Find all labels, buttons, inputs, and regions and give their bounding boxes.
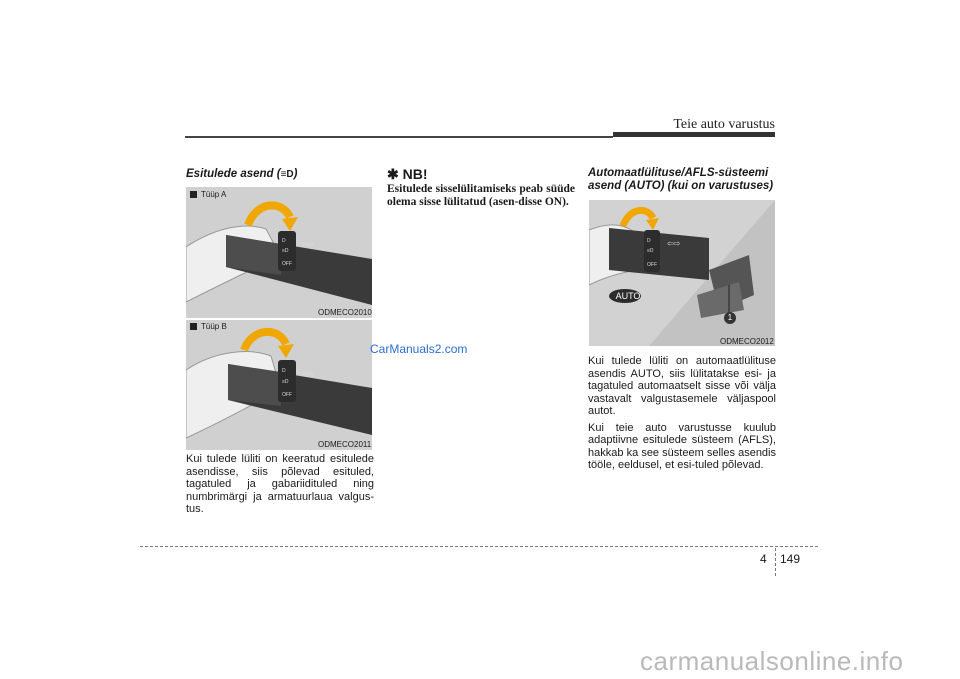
carmanuals-watermark[interactable]: CarManuals2.com bbox=[370, 342, 468, 356]
callout-number: 1 bbox=[727, 313, 733, 322]
figure-type-b bbox=[186, 320, 372, 450]
header-rule bbox=[185, 136, 613, 138]
svg-text:OFF: OFF bbox=[282, 392, 292, 398]
figure-code-a: ODMECO2010 bbox=[318, 308, 372, 317]
header-rule-accent bbox=[613, 132, 775, 137]
footer-page-divider bbox=[775, 548, 776, 576]
svg-text:D: D bbox=[282, 368, 286, 374]
headlight-symbol-icon: ≡D bbox=[280, 169, 294, 180]
section-heading-auto: Automaatlülituse/AFLS-süsteemi asend (AUTO) (kui on varustuses) bbox=[588, 167, 774, 192]
column-auto bbox=[588, 167, 776, 193]
auto-body-text bbox=[588, 355, 776, 476]
svg-text:⇦⇨: ⇦⇨ bbox=[667, 239, 681, 248]
svg-text:≡D: ≡D bbox=[647, 248, 654, 254]
asterisk-icon: ✱ bbox=[387, 166, 399, 182]
figure-auto bbox=[589, 200, 775, 346]
svg-text:OFF: OFF bbox=[282, 261, 292, 267]
bullet-square-icon bbox=[190, 323, 197, 330]
column-headlights bbox=[186, 168, 374, 181]
figure-code-auto: ODMECO2012 bbox=[720, 337, 774, 346]
page-number: 149 bbox=[780, 552, 801, 566]
chapter-number: 4 bbox=[760, 552, 767, 566]
light-switch-illustration-b bbox=[186, 320, 372, 450]
svg-text:⇦⇨: ⇦⇨ bbox=[301, 240, 315, 249]
svg-text:D: D bbox=[647, 238, 651, 244]
site-watermark[interactable]: carmanualsonline.info bbox=[640, 646, 904, 676]
svg-text:≡D: ≡D bbox=[282, 248, 289, 254]
svg-text:D: D bbox=[282, 238, 286, 244]
type-b-label: Tüüp B bbox=[190, 322, 227, 331]
headlights-body-text: Kui tulede lüliti on keeratud esitulede asendisse, siis põlevad esituled, tagatuled ja gabariidituled ning numbrimärgi ja armatuurlaua valgus-tus. bbox=[186, 453, 374, 515]
page-header-title: Teie auto varustus bbox=[673, 117, 775, 132]
note-title: ✱ NB! bbox=[387, 166, 428, 182]
note-text: Esitulede sisselülitamiseks peab süüde olema sisse lülitatud (asen-disse ON). bbox=[387, 183, 575, 208]
auto-position-label: AUTO bbox=[615, 291, 641, 301]
auto-paragraph-1: Kui tulede lüliti on automaatlülituse asendis AUTO, siis lülitatakse esi- ja tagatuled automaatselt sisse või välja vastavalt valgustasemele väljaspool autot. bbox=[588, 355, 776, 417]
footer-dashed-rule bbox=[140, 546, 818, 547]
svg-text:≡D: ≡D bbox=[282, 379, 289, 385]
figure-type-a bbox=[186, 187, 372, 318]
figure-code-b: ODMECO2011 bbox=[318, 440, 372, 449]
light-switch-illustration-a bbox=[186, 187, 372, 318]
auto-switch-illustration bbox=[589, 200, 775, 346]
svg-text:OFF: OFF bbox=[647, 262, 657, 268]
svg-text:⇦⇨: ⇦⇨ bbox=[301, 369, 315, 378]
column-note bbox=[387, 166, 575, 208]
type-a-label: Tüüp A bbox=[190, 190, 226, 199]
auto-paragraph-2: Kui teie auto varustusse kuulub adaptiivne esitulede süsteem (AFLS), hakkab ka see süsteem selles asendis tööle, eeldusel, et esi-tuled põlevad. bbox=[588, 421, 776, 471]
section-heading-headlights: Esitulede asend (≡D) bbox=[186, 168, 298, 180]
bullet-square-icon bbox=[190, 191, 197, 198]
